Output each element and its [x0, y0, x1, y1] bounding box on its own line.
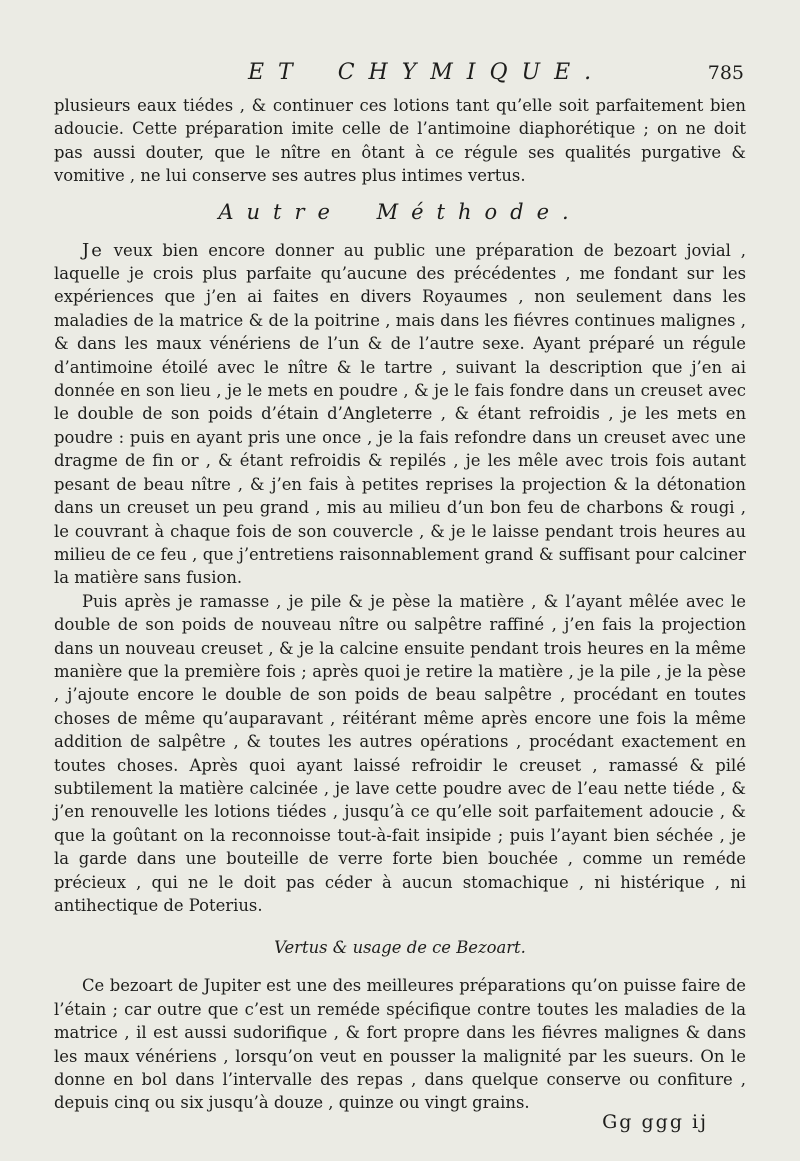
paragraph-method-text: veux bien encore donner au public une préparation de bezoart jovial , laquelle je crois plus parfaite qu’aucune des précédentes , me fondant sur les expériences que j’en ai faites en divers Royaumes , non seulement dans les maladies de la matrice & de la poitrine , mais dans les fiévres continues malignes , & dans les maux vénériens de l’un & de l’autre sexe. Ayant préparé un régule d’antimoine étoilé avec le nître & le tartre , suivant la description que j’en ai donnée en son lieu , je le mets en poudre , & je le fais fondre dans un creuset avec le double de son poids d’étain d’Angleterre , & étant refroidis , je les mets en poudre : puis en ayant pris une once , je la fais refondre dans un creuset avec une dragme de fin or , & étant refroidis & repilés , je les mêle avec trois fois autant pesant de beau nître , & j’en fais à petites reprises la projection & la détonation dans un creuset un peu grand , mis au milieu d’un bon feu de charbons & rougi , le couvrant à chaque fois de son couvercle , & je le laisse pendant trois heures au milieu de ce feu , que j’entretiens raisonnablement grand & suffisant pour calciner la matière sans fusion.	[54, 240, 746, 588]
paragraph-continued: plusieurs eaux tiédes , & continuer ces lotions tant qu’elle soit parfaitement bien adoucie. Cette préparation imite celle de l’antimoine diaphorétique ; on ne doit pas aussi douter, que le nître en ôtant à ce régule ses qualités purgative & vomitive , ne lui conserve ses autres plus intimes vertus.	[54, 96, 746, 186]
page-number: 785	[707, 62, 744, 84]
subheading-vertus: Vertus & usage de ce Bezoart.	[274, 938, 526, 958]
paragraph-vertus: Ce bezoart de Jupiter est une des meilleures préparations qu’on puisse faire de l’étain ; car outre que c’est un reméde spécifique contre toutes les maladies de la matrice , il est aussi sudorifique , & fort propre dans les fiévres malignes & dans les maux vénériens , lorsqu’on veut en pousser la malignité par les sueurs. On le donne en bol dans l’intervalle des repas , dans quelque conserve ou confiture , depuis cinq ou six jusqu’à douze , quinze ou vingt grains.	[54, 976, 746, 1113]
running-title: ET CHYMIQUE.	[248, 60, 606, 85]
section-heading: Autre Méthode.	[218, 199, 582, 224]
signature-mark: Gg ggg ij	[602, 1110, 708, 1133]
initial-word: Je	[82, 239, 104, 261]
running-head	[54, 60, 746, 94]
paragraph-puis: Puis après je ramasse , je pile & je pèse la matière , & l’ayant mêlée avec le double de son poids de nouveau nître ou salpêtre raffiné , j’en fais la projection dans un nouveau creuset , & je la calcine ensuite pendant trois heures en la même manière que la première fois ; après quoi je retire la matière , je la pile , je la pèse , j’ajoute encore le double de son poids de beau salpêtre , procédant en toutes choses de même qu’auparavant , réitérant même après encore une fois la même addition de salpêtre , & toutes les autres opérations , procédant exactement en toutes choses. Après quoi ayant laissé refroidir le creuset , ramassé & pilé subtilement la matière calcinée , je lave cette poudre avec de l’eau nette tiéde , & j’en renouvelle les lotions tiédes , jusqu’à ce qu’elle soit parfaitement adoucie , & que la goûtant on la reconnoisse tout-à-fait insipide ; puis l’ayant bien séchée , je la garde dans une bouteille de verre forte bien bouchée , comme un reméde précieux , qui ne le doit pas céder à aucun stomachique , ni histérique , ni antihectique de Poterius.	[54, 591, 746, 915]
paragraph-method	[54, 239, 746, 590]
